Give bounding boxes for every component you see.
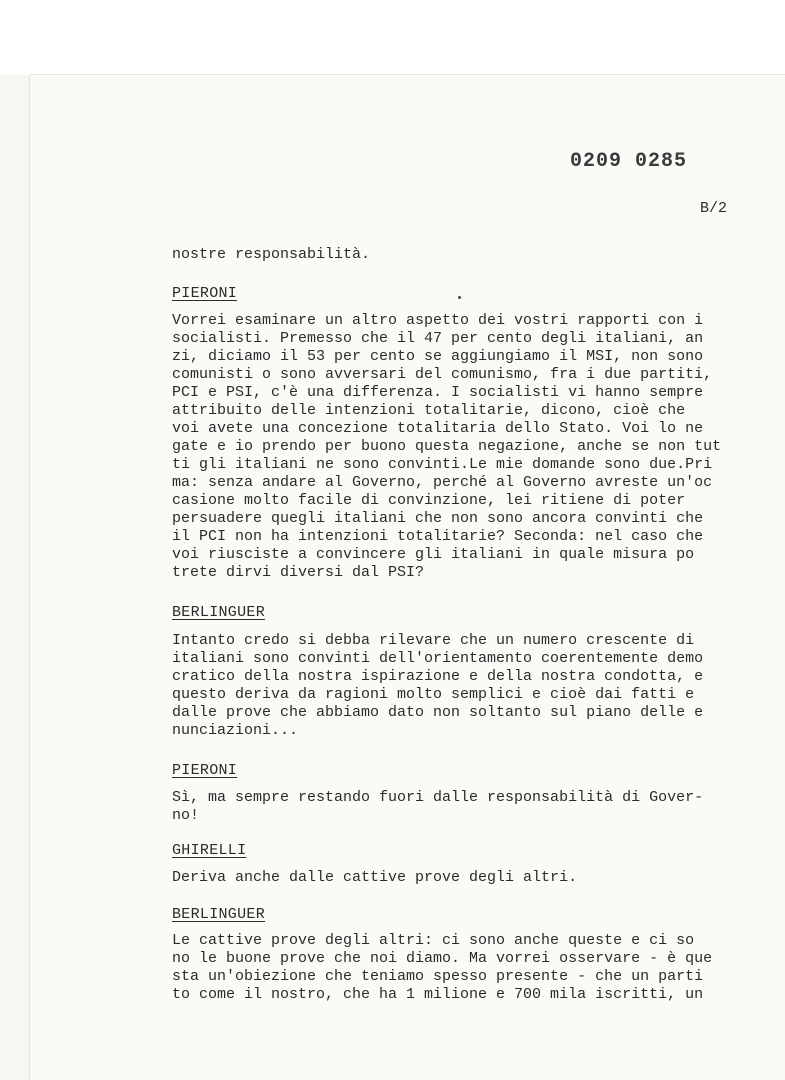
text-line: il PCI non ha intenzioni totalitarie? Seconda: nel caso che <box>172 528 704 545</box>
text-line: PCI e PSI, c'è una differenza. I socialisti vi hanno sempre <box>172 384 704 401</box>
ink-speck <box>458 296 461 299</box>
text-line: casione molto facile di convinzione, lei ritiene di poter <box>172 492 686 509</box>
dialogue-paragraph <box>172 932 732 1004</box>
text-line: voi riusciste a convincere gli italiani in quale misura po <box>172 546 695 563</box>
text-line: trete dirvi diversi dal PSI? <box>172 564 425 581</box>
text-line: italiani sono convinti dell'orientamento coerentemente demo <box>172 650 704 667</box>
archive-number: 0209 0285 <box>570 150 688 173</box>
text-line: Le cattive prove degli altri: ci sono anche queste e ci so <box>172 932 695 949</box>
speaker-name: BERLINGUER <box>172 604 266 621</box>
text-line: comunisti o sono avversari del comunismo, fra i due partiti, <box>172 366 713 383</box>
text-line: nostre responsabilità. <box>172 246 371 263</box>
dialogue-paragraph <box>172 789 732 825</box>
text-line: persuadere quegli italiani che non sono ancora convinti che <box>172 510 704 527</box>
continuation-paragraph <box>172 246 732 264</box>
dialogue-paragraph <box>172 312 732 582</box>
scan-top-margin <box>0 0 785 75</box>
text-line: Intanto credo si debba rilevare che un numero crescente di <box>172 632 695 649</box>
speaker-name: PIERONI <box>172 285 238 302</box>
text-line: dalle prove che abbiamo dato non soltanto sul piano delle e <box>172 704 704 721</box>
text-line: questo deriva da ragioni molto semplici e cioè dai fatti e <box>172 686 695 703</box>
text-line: Deriva anche dalle cattive prove degli altri. <box>172 869 578 886</box>
text-line: to come il nostro, che ha 1 milione e 700 mila iscritti, un <box>172 986 704 1003</box>
speaker-name: BERLINGUER <box>172 906 266 923</box>
text-line: ti gli italiani ne sono convinti.Le mie domande sono due.Pri <box>172 456 713 473</box>
text-line: sta un'obiezione che teniamo spesso presente - che un parti <box>172 968 704 985</box>
text-line: voi avete una concezione totalitaria dello Stato. Voi lo ne <box>172 420 704 437</box>
text-line: zi, diciamo il 53 per cento se aggiungiamo il MSI, non sono <box>172 348 704 365</box>
text-line: Vorrei esaminare un altro aspetto dei vostri rapporti con i <box>172 312 704 329</box>
text-line: Sì, ma sempre restando fuori dalle responsabilità di Gover- <box>172 789 704 806</box>
text-line: nunciazioni... <box>172 722 299 739</box>
text-line: no! <box>172 807 200 824</box>
speaker-name: GHIRELLI <box>172 842 247 859</box>
page-code: B/2 <box>700 200 728 217</box>
text-line: no le buone prove che noi diamo. Ma vorrei osservare - è que <box>172 950 713 967</box>
dialogue-paragraph <box>172 869 732 887</box>
text-line: attribuito delle intenzioni totalitarie, dicono, cioè che <box>172 402 686 419</box>
text-line: gate e io prendo per buono questa negazione, anche se non tut <box>172 438 722 455</box>
text-line: cratico della nostra ispirazione e della nostra condotta, e <box>172 668 704 685</box>
text-line: ma: senza andare al Governo, perché al Governo avreste un'oc <box>172 474 713 491</box>
text-line: socialisti. Premesso che il 47 per cento degli italiani, an <box>172 330 704 347</box>
speaker-name: PIERONI <box>172 762 238 779</box>
dialogue-paragraph <box>172 632 732 740</box>
